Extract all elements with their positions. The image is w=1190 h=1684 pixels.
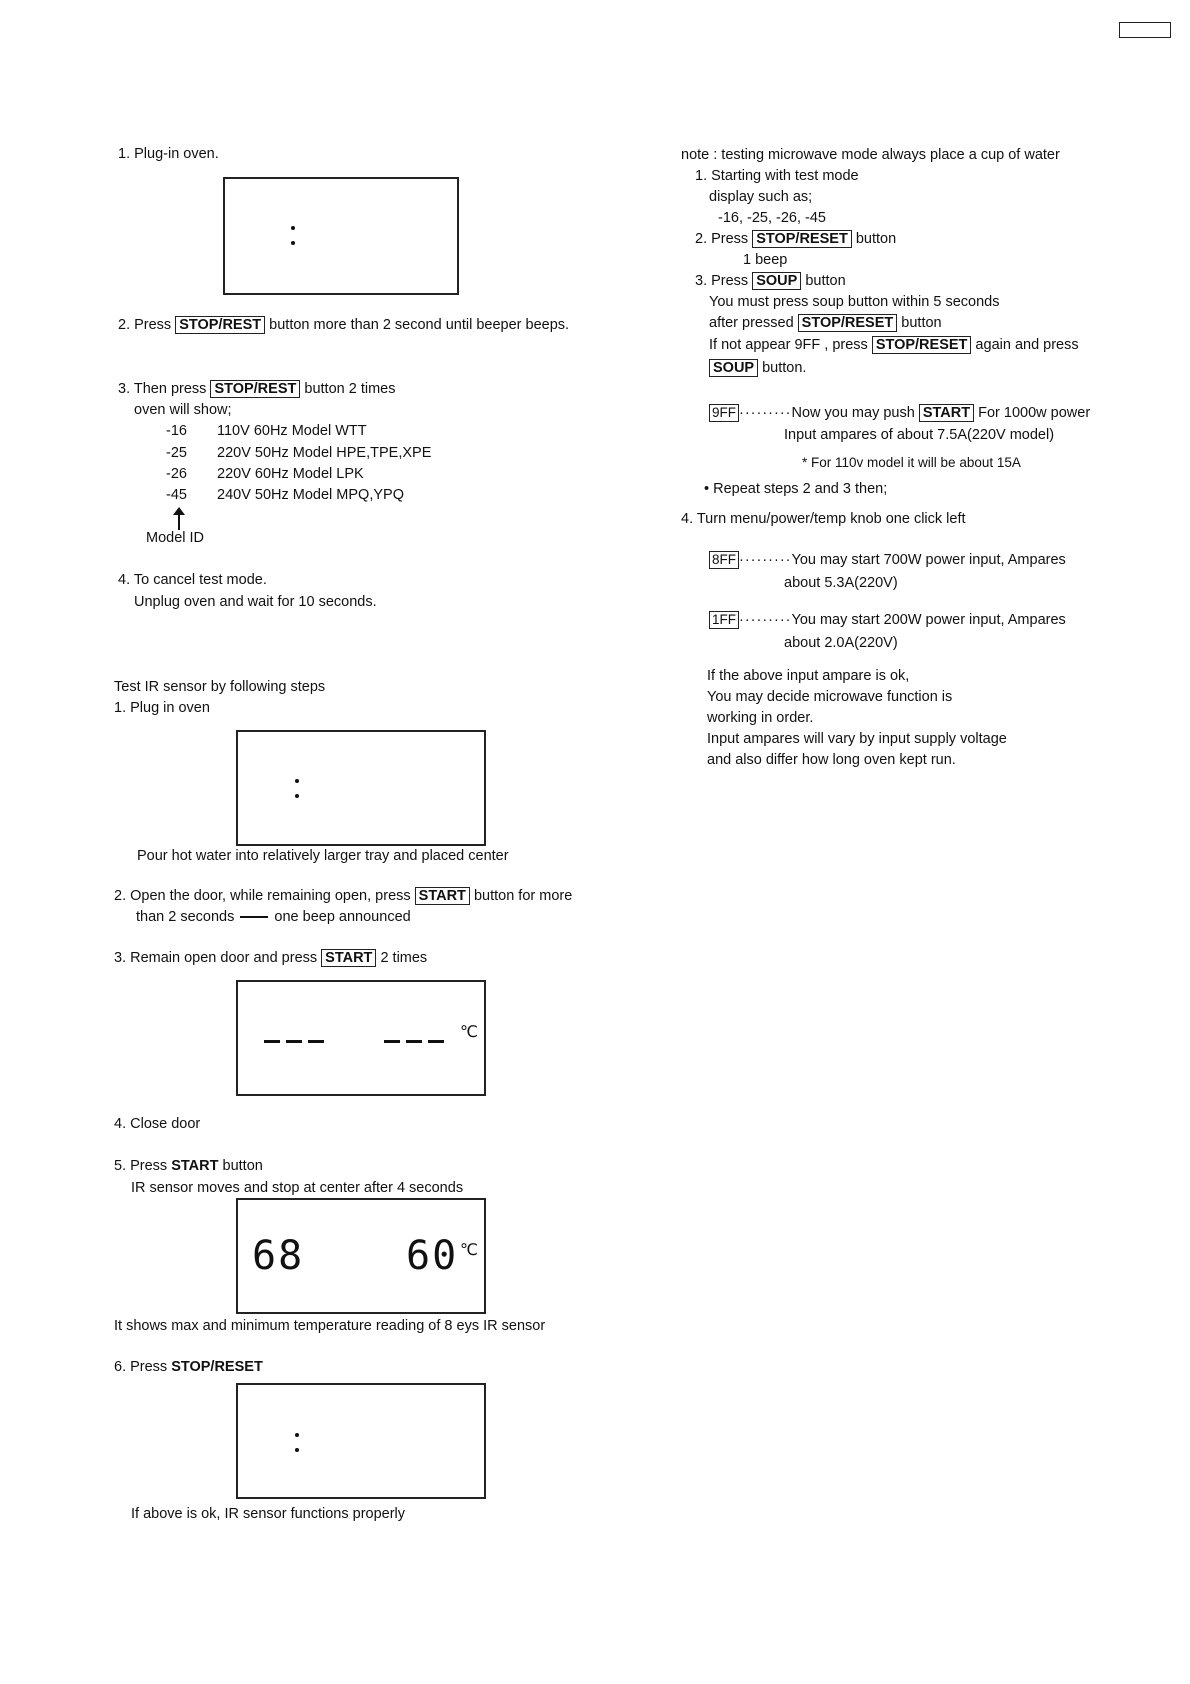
mw-step-2-text xyxy=(695,230,896,248)
bullet-icon: • xyxy=(704,481,710,497)
ir-step-2-text xyxy=(114,887,572,905)
ir-step-1-note: Pour hot water into relatively larger tray and placed center xyxy=(137,848,509,864)
ir-step-2-duration: than 2 seconds xyxy=(136,909,235,925)
summary-line: You may decide microwave function is xyxy=(707,689,953,705)
ir-step-3-pre: 3. Remain open door and press xyxy=(114,950,322,966)
colon-dot-upper xyxy=(295,1433,299,1437)
model-row xyxy=(166,466,364,482)
stop-rest-button: STOP/REST xyxy=(210,380,300,398)
celsius-unit: ℃ xyxy=(460,1242,478,1259)
repeat-text: Repeat steps 2 and 3 then; xyxy=(713,481,888,497)
ir-step-5-pre: 5. Press xyxy=(114,1158,172,1174)
summary-line: Input ampares will vary by input supply voltage xyxy=(707,731,1007,747)
page-corner-box xyxy=(1119,22,1171,38)
code-9ff-post: For 1000w power xyxy=(974,405,1091,421)
ir-step-2-beep: one beep announced xyxy=(274,909,411,925)
dotted-leader: ········· xyxy=(739,405,792,421)
code-8ff-line2: about 5.3A(220V) xyxy=(784,575,898,591)
mw-step-3-line3-post: button xyxy=(897,315,942,331)
mw-step-2-post: button xyxy=(851,231,897,247)
ir-step-3-text xyxy=(114,949,427,967)
ir-step-6-pre: 6. Press xyxy=(114,1359,172,1375)
model-id: -26 xyxy=(166,466,187,482)
colon-dot-upper xyxy=(291,226,295,230)
model-spec: 220V 50Hz Model HPE,TPE,XPE xyxy=(217,445,432,461)
step-3-text xyxy=(118,380,395,398)
dash-segment xyxy=(286,1040,302,1043)
summary-line: and also differ how long oven kept run. xyxy=(707,752,956,768)
min-temperature: 60 xyxy=(406,1233,459,1279)
code-8ff-tag: 8FF xyxy=(709,551,739,569)
soup-button: SOUP xyxy=(752,272,801,290)
colon-dot-lower xyxy=(291,241,295,245)
model-row xyxy=(166,487,404,503)
code-1ff-line1: You may start 200W power input, Ampares xyxy=(791,612,1066,628)
dash-separator xyxy=(240,916,268,918)
step-4-line1: 4. To cancel test mode. xyxy=(118,572,267,588)
microwave-note: note : testing microwave mode always place a cup of water xyxy=(681,147,1060,163)
colon-dot-upper xyxy=(295,779,299,783)
soup-button: SOUP xyxy=(709,359,758,377)
mw-step-3-post: button xyxy=(801,273,846,289)
model-row xyxy=(166,423,367,439)
dash-segment xyxy=(384,1040,400,1043)
mw-step-3-line5-post: button. xyxy=(758,360,807,376)
code-9ff-pre: Now you may push xyxy=(791,405,919,421)
mw-step-3-line4-pre: If not appear 9FF , press xyxy=(709,337,872,353)
mw-step-3-pre: 3. Press xyxy=(695,273,753,289)
dash-segment xyxy=(308,1040,324,1043)
ir-step-4: 4. Close door xyxy=(114,1116,201,1132)
start-button: START xyxy=(321,949,376,967)
up-arrow-icon xyxy=(172,507,186,531)
mw-step-1-line3: -16, -25, -26, -45 xyxy=(718,210,826,226)
step-2-text xyxy=(118,316,569,334)
step-3-line2: oven will show; xyxy=(134,402,232,418)
celsius-unit: ℃ xyxy=(460,1024,478,1041)
ir-step-2-post: button for more xyxy=(469,888,573,904)
display-temperature-reading xyxy=(236,1198,486,1314)
stop-reset-button: STOP/RESET xyxy=(798,314,898,332)
colon-dot-lower xyxy=(295,1448,299,1452)
stop-rest-button: STOP/REST xyxy=(175,316,265,334)
code-9ff-line3: * For 110v model it will be about 15A xyxy=(802,455,1021,470)
ir-step-2-line2 xyxy=(136,909,411,925)
mw-step-2-beep: 1 beep xyxy=(743,252,788,268)
code-9ff-line2: Input ampares of about 7.5A(220V model) xyxy=(784,427,1055,443)
summary-line: working in order. xyxy=(707,710,814,726)
step-4-line2: Unplug oven and wait for 10 seconds. xyxy=(134,594,377,610)
ir-step-5-note: It shows max and minimum temperature reading of 8 eys IR sensor xyxy=(114,1318,546,1334)
start-button: START xyxy=(415,887,470,905)
mw-step-1-line1: 1. Starting with test mode xyxy=(695,168,859,184)
dash-segment xyxy=(406,1040,422,1043)
ir-step-6-note: If above is ok, IR sensor functions properly xyxy=(131,1506,406,1522)
mw-step-3-line3-pre: after pressed xyxy=(709,315,798,331)
summary-line: If the above input ampare is ok, xyxy=(707,668,910,684)
code-1ff-line2: about 2.0A(220V) xyxy=(784,635,898,651)
code-1ff-row xyxy=(709,611,1066,629)
code-8ff-line1: You may start 700W power input, Ampares xyxy=(791,552,1066,568)
display-dashes xyxy=(236,980,486,1096)
model-spec: 110V 60Hz Model WTT xyxy=(217,423,367,439)
ir-test-title: Test IR sensor by following steps xyxy=(114,679,326,695)
code-1ff-tag: 1FF xyxy=(709,611,739,629)
display-after-reset xyxy=(236,1383,486,1499)
start-label: START xyxy=(171,1158,219,1174)
code-8ff-row xyxy=(709,551,1066,569)
dotted-leader: ········· xyxy=(739,612,792,628)
stop-reset-button: STOP/RESET xyxy=(872,336,972,354)
mw-step-3-line4-post: again and press xyxy=(971,337,1079,353)
display-ir-plugged xyxy=(236,730,486,846)
model-id-label: Model ID xyxy=(146,530,205,546)
ir-step-5-line2: IR sensor moves and stop at center after 4 seconds xyxy=(131,1180,464,1196)
mw-step-3-line4 xyxy=(709,336,1079,354)
ir-step-2-pre: 2. Open the door, while remaining open, press xyxy=(114,888,415,904)
step-3-pre: 3. Then press xyxy=(118,381,211,397)
ir-step-6-text xyxy=(114,1359,263,1375)
mw-step-2-pre: 2. Press xyxy=(695,231,753,247)
stop-reset-button: STOP/RESET xyxy=(752,230,852,248)
model-row xyxy=(166,445,431,461)
mw-step-3-line2: You must press soup button within 5 seconds xyxy=(709,294,1000,310)
repeat-steps xyxy=(704,481,887,497)
code-9ff-tag: 9FF xyxy=(709,404,739,422)
mw-step-3-line5 xyxy=(709,359,806,377)
step-2-pre: 2. Press xyxy=(118,317,176,333)
step-2-post: button more than 2 second until beeper beeps. xyxy=(265,317,570,333)
dash-segment xyxy=(428,1040,444,1043)
ir-step-1: 1. Plug in oven xyxy=(114,700,210,716)
model-id: -16 xyxy=(166,423,187,439)
ir-step-5-text xyxy=(114,1158,263,1174)
start-button: START xyxy=(919,404,974,422)
mw-step-1-line2: display such as; xyxy=(709,189,813,205)
step-1-label: 1. Plug-in oven. xyxy=(118,146,219,162)
max-temperature: 68 xyxy=(252,1233,305,1279)
mw-step-3-text xyxy=(695,272,846,290)
colon-dot-lower xyxy=(295,794,299,798)
model-id: -25 xyxy=(166,445,187,461)
step-3-post: button 2 times xyxy=(300,381,396,397)
stop-reset-label: STOP/RESET xyxy=(171,1359,263,1375)
ir-step-5-post: button xyxy=(218,1158,263,1174)
ir-step-3-post: 2 times xyxy=(376,950,428,966)
model-spec: 220V 60Hz Model LPK xyxy=(217,466,364,482)
dotted-leader: ········· xyxy=(739,552,792,568)
model-spec: 240V 50Hz Model MPQ,YPQ xyxy=(217,487,404,503)
code-9ff-row xyxy=(709,404,1090,422)
model-id: -45 xyxy=(166,487,187,503)
dash-segment xyxy=(264,1040,280,1043)
mw-step-3-line3 xyxy=(709,314,942,332)
mw-step-4: 4. Turn menu/power/temp knob one click left xyxy=(681,511,966,527)
display-plugged-in xyxy=(223,177,459,295)
